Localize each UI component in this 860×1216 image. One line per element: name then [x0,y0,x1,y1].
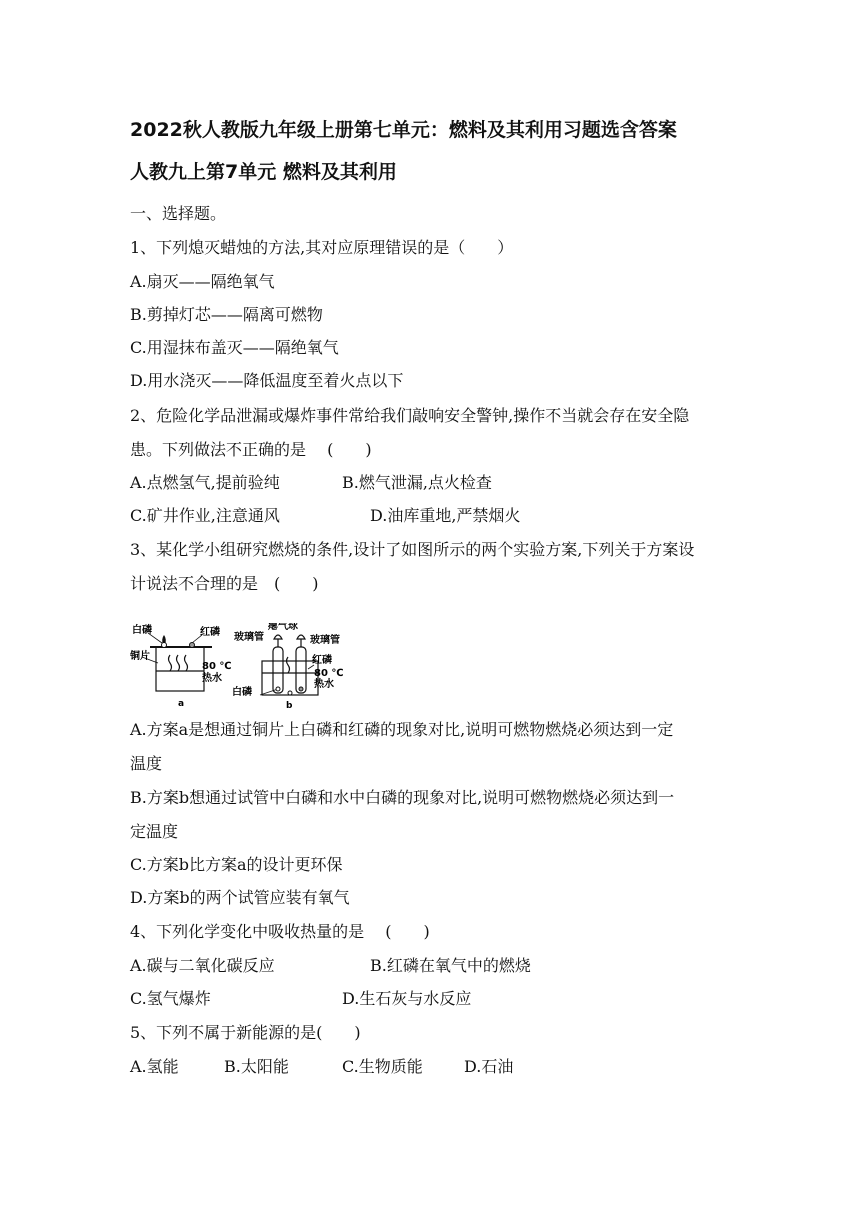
question-2-option-b: B.燃气泄漏,点火检查 [342,473,492,492]
question-1-option-a: A.扇灭——隔绝氧气 [130,272,275,291]
label-glass-tube-left: 玻璃管 [234,632,264,643]
red-phosphorus-b-tube-icon [299,687,303,691]
balloon-left-icon [274,635,282,639]
experiment-figure [130,623,358,709]
label-setup-a: a [178,699,185,709]
vapor-a2-icon [177,655,180,671]
question-1-option-b: B.剪掉灯芯——隔离可燃物 [130,305,323,324]
label-temp-b: 80 ℃ [314,668,344,679]
question-3-option-c: C.方案b比方案a的设计更环保 [130,855,343,874]
question-4-stem: 4、下列化学变化中吸收热量的是 ( ) [130,922,430,941]
question-4-option-c: C.氢气爆炸 [130,989,211,1008]
question-1-option-d: D.用水浇灭——降低温度至着火点以下 [130,371,404,390]
test-tube-right-icon [296,647,306,693]
question-2-stem-line-1: 2、危险化学品泄漏或爆炸事件常给我们敲响安全警钟,操作不当就会存在安全隐 [130,406,690,425]
document-subtitle: 人教九上第7单元 燃料及其利用 [130,161,397,183]
question-4-option-b: B.红磷在氧气中的燃烧 [370,956,531,975]
white-phosphorus-b-tube-icon [276,687,280,691]
question-5-option-b: B.太阳能 [224,1057,289,1076]
question-5-stem: 5、下列不属于新能源的是( ) [130,1023,361,1042]
label-white-phosphorus-b: 白磷 [232,687,252,698]
vapor-b1-icon [287,657,290,673]
label-red-phosphorus-a: 红磷 [200,627,220,638]
document-title: 2022秋人教版九年级上册第七单元：燃料及其利用习题选含答案 [130,119,677,141]
question-3-option-a-line-1: A.方案a是想通过铜片上白磷和红磷的现象对比,说明可燃物燃烧必须达到一定 [130,720,674,739]
question-1-option-c: C.用湿抹布盖灭——隔绝氧气 [130,338,339,357]
question-5-option-c: C.生物质能 [342,1057,423,1076]
section-heading: 一、选择题。 [130,204,227,223]
question-3-option-d: D.方案b的两个试管应装有氧气 [130,888,350,907]
label-setup-b: b [286,701,293,709]
label-white-phosphorus-a: 白磷 [132,625,152,636]
label-copper-plate: 铜片 [130,651,150,662]
white-phosphorus-a-icon [162,643,167,648]
question-3-stem-line-2: 计说法不合理的是 ( ) [130,574,319,593]
beaker-b-icon [262,661,318,695]
label-glass-tube-right: 玻璃管 [310,635,340,646]
label-red-phosphorus-b: 红磷 [312,655,332,666]
question-2-option-c: C.矿井作业,注意通风 [130,506,280,525]
question-5-option-a: A.氢能 [130,1057,179,1076]
vapor-a3-icon [185,655,188,671]
label-temp-a: 80 ℃ [202,661,232,672]
vapor-a1-icon [169,655,172,671]
label-hot-water-b: 热水 [314,679,334,690]
question-3-option-b-line-1: B.方案b想通过试管中白磷和水中白磷的现象对比,说明可燃物燃烧必须达到一 [130,788,675,807]
label-hot-water-a: 热水 [202,673,222,684]
label-balloon: 瘪气球 [268,623,298,632]
question-1-stem: 1、下列熄灭蜡烛的方法,其对应原理错误的是（ ） [130,238,514,257]
question-4-option-d: D.生石灰与水反应 [342,989,472,1008]
red-phosphorus-a-icon [190,643,195,648]
question-2-option-d: D.油库重地,严禁烟火 [370,506,521,525]
question-3-option-a-line-2: 温度 [130,754,163,773]
question-2-stem-line-2: 患。下列做法不正确的是 ( ) [130,440,372,459]
question-4-option-a: A.碳与二氧化碳反应 [130,956,275,975]
question-5-option-d: D.石油 [464,1057,514,1076]
white-phosphorus-b-water-icon [288,691,292,695]
question-3-stem-line-1: 3、某化学小组研究燃烧的条件,设计了如图所示的两个实验方案,下列关于方案设 [130,540,695,559]
beaker-a-icon [156,647,204,691]
question-2-option-a: A.点燃氢气,提前验纯 [130,473,280,492]
label-line-white-p-b [260,689,278,695]
balloon-right-icon [297,635,305,639]
test-tube-left-icon [273,647,283,693]
experiment-diagram [130,623,358,709]
question-3-option-b-line-2: 定温度 [130,822,179,841]
